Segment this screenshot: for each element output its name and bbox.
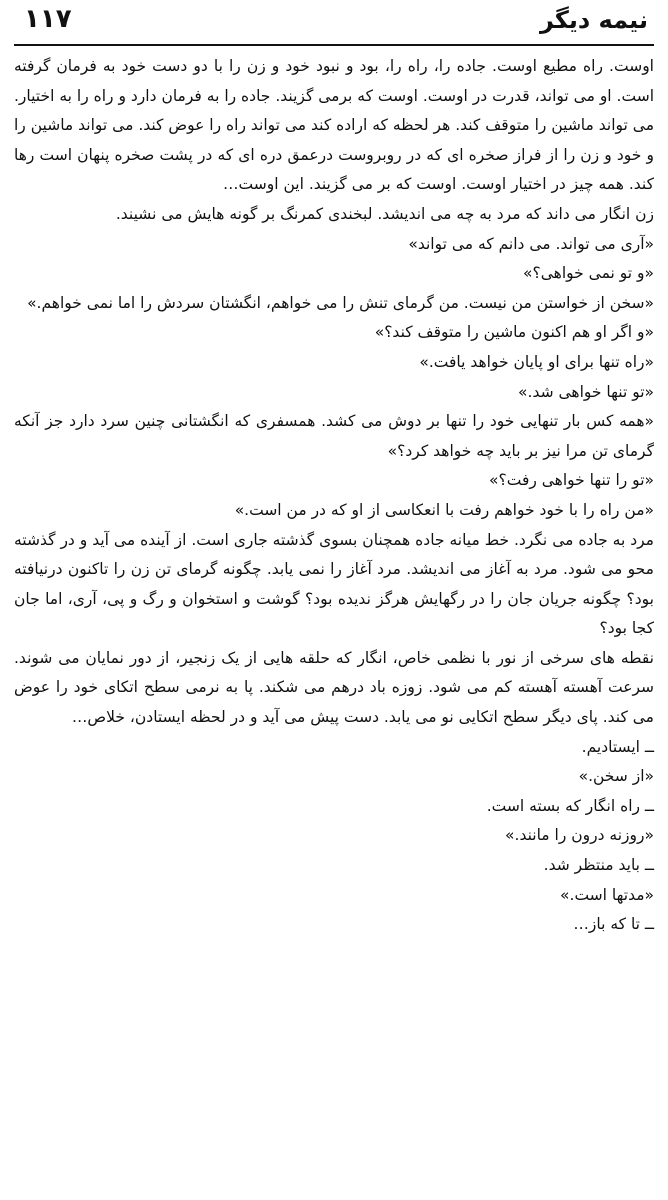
paragraph: «من راه را با خود خواهم رفت با انعکاسی از او که در من است.» <box>234 500 654 519</box>
dialog-line: ــ ایستادیم. <box>581 737 654 756</box>
paragraph: زن انگار می داند که مرد به چه می اندیشد. لبخندی کمرنگ بر گونه هایش می نشیند. <box>115 204 654 223</box>
paragraph: «و اگر او هم اکنون ماشین را متوقف کند؟» <box>374 323 654 342</box>
paragraph: «سخن از خواستن من نیست. من گرمای تنش را می خواهم، انگشتان سردش را اما نمی خواهم.» <box>27 293 654 312</box>
body-text <box>14 52 654 940</box>
dialog-line: «مدتها است.» <box>560 885 654 904</box>
page-header <box>14 4 654 46</box>
dialog-line: ــ باید منتظر شد. <box>543 856 654 875</box>
paragraph: «همه کس بار تنهایی خود را تنها بر دوش می کشد. همسفری که انگشتانی چنین سرد دارد جز آنکه گرمای تن مرا نیز بر باید چه خواهد کرد؟» <box>14 412 654 460</box>
paragraph: مرد به جاده می نگرد. خط میانه جاده همچنان بسوی گذشته جاری است. از آینده می آید و در گذشته محو می شود. مرد به آغاز می اندیشد. مرد آغاز را نمی یابد. چگونه گرمای تن زن را تاکنون درنیافته بود؟ چگونه جریان جان را در رگهایش هرگز ندیده بود؟ گوشت و استخوان و رگ و پی، آری، اما جان کجا بود؟ <box>14 530 654 638</box>
paragraph: «و تو نمی خواهی؟» <box>523 264 654 283</box>
dialog-line: ــ تا که باز… <box>573 915 654 934</box>
paragraph: «آری می تواند. می دانم که می تواند» <box>408 234 654 253</box>
paragraph: «راه تنها برای او پایان خواهد یافت.» <box>419 352 654 371</box>
paragraph: «تو را تنها خواهی رفت؟» <box>489 471 654 490</box>
page-number: ۱۱۷ <box>24 4 72 34</box>
dialog-line: ــ راه انگار که بسته است. <box>486 796 654 815</box>
paragraph: اوست. راه مطیع اوست. جاده را، راه را، بود و نبود خود و زن را با دو دست خود به فرمان گرفته است. او می تواند، قدرت در اوست. اوست که برمی گزیند. جاده را به فرمان دارد و راه را به اختیار. می تواند ماشین را متوقف کند. هر لحظه که اراده کند می تواند راه را عوض کند. می تواند ماشین را و خود و زن را از فراز صخره ای که در روبروست درعمق دره ای که در پشت صخره پنهان است رها کند. همه چیز در اختیار اوست. اوست که بر می گزیند. این اوست… <box>14 57 654 194</box>
paragraph: نقطه های سرخی از نور با نظمی خاص، انگار که حلقه هایی از یک زنجیر، از دور نمایان می شوند. سرعت آهسته آهسته کم می شود. زوزه باد درهم می شکند. پا به نرمی سطح اتکای خود را عوض می کند. پای دیگر سطح اتکایی نو می یابد. دست پیش می آید و در لحظه ایستادن، خلاص… <box>14 648 654 727</box>
paragraph: «تو تنها خواهی شد.» <box>518 382 654 401</box>
book-title: نیمه دیگر <box>539 6 648 34</box>
dialog-line: «روزنه درون را مانند.» <box>505 826 654 845</box>
dialog-line: «از سخن.» <box>578 767 654 786</box>
